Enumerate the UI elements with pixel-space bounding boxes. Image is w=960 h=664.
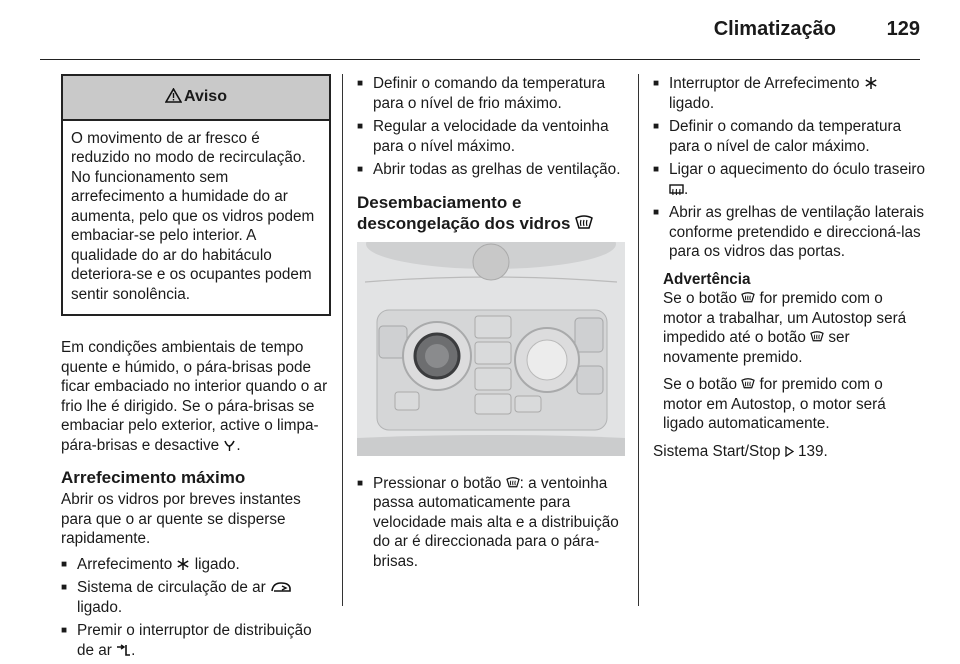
note-paragraph: Se o botão for premido com o motor a trabalhar, um Autostop será impedido até o botão ser novamente premido. — [663, 290, 907, 366]
rear-window-heat-icon — [669, 183, 684, 196]
windscreen-defrost-icon — [575, 215, 593, 231]
list-item: ■ Abrir as grelhas de ventilação laterais conforme pretendido e direccioná-las para os vidros das portas. — [653, 204, 925, 260]
recirculation-icon — [270, 581, 292, 594]
paragraph: Em condições ambientais de tempo quente e húmido, o pára-brisas pode ficar embaciado no interior quando o ar frio lhe é dirigido. Se o pára-brisas se embaciar pelo exterior, active o limpa-pára-brisas e desactive . — [61, 339, 328, 454]
column-2 — [357, 74, 625, 575]
column-divider — [638, 74, 639, 606]
air-distribution-icon — [116, 644, 131, 657]
list-item: ■ Ligar o aquecimento do óculo traseiro . — [653, 161, 925, 198]
cross-reference-link[interactable]: Sistema Start/Stop 139. — [653, 442, 828, 460]
column-3 — [653, 74, 925, 469]
note-paragraph: Se o botão for premido com o motor em Autostop, o motor será ligado automaticamente. — [663, 376, 886, 432]
warning-box — [61, 74, 331, 316]
section-intro: Abrir os vidros por breves instantes para que o ar quente se disperse rapidamente. — [61, 491, 301, 547]
warning-header — [63, 76, 329, 121]
note-heading: Advertência — [663, 270, 751, 288]
list-item: ■ Pressionar o botão : a ventoinha passa automaticamente para velocidade mais alta e a distribuição do ar é direccionada para o pára-brisas. — [357, 474, 619, 570]
list-item: ■ Arrefecimento ligado. — [61, 555, 240, 573]
windscreen-defrost-icon — [741, 378, 755, 390]
windscreen-defrost-icon — [506, 477, 520, 489]
section-heading: Desembaciamento e descongelação dos vidros — [357, 192, 625, 234]
arrow-reference-icon — [785, 446, 794, 457]
list-item: ■ Sistema de circulação de ar ligado. — [61, 578, 331, 617]
climate-panel-photo — [357, 242, 625, 456]
ac-snowflake-icon — [864, 76, 878, 90]
header-divider — [40, 59, 920, 60]
list-item: ■ Abrir todas as grelhas de ventilação. — [357, 161, 621, 178]
list-item: ■ Interruptor de Arrefecimento ligado. — [653, 74, 925, 113]
warning-triangle-icon — [165, 88, 182, 103]
column-1 — [61, 74, 331, 664]
ac-snowflake-icon — [176, 557, 190, 571]
wiper-icon — [223, 439, 236, 452]
windscreen-defrost-icon — [741, 292, 755, 304]
page-title: Climatização — [713, 18, 836, 40]
warning-label: Aviso — [184, 88, 227, 105]
climate-control-panel-illustration — [357, 242, 625, 456]
windscreen-defrost-icon — [810, 331, 824, 343]
advisory-note — [653, 270, 925, 434]
column-divider — [342, 74, 343, 606]
list-item: ■ Regular a velocidade da ventoinha para o nível máximo. — [357, 118, 609, 155]
section-heading: Arrefecimento máximo — [61, 468, 246, 487]
list-item: ■ Definir o comando da temperatura para o nível de frio máximo. — [357, 75, 606, 112]
list-item: ■ Premir o interruptor de distribuição de ar . — [61, 622, 312, 659]
page-number: 129 — [886, 18, 920, 40]
list-item: ■ Definir o comando da temperatura para o nível de calor máximo. — [653, 118, 902, 155]
warning-text: O movimento de ar fresco é reduzido no modo de recirculação. No funcionamento sem arrefecimento a humidade do ar aumenta, pelo que os vidros podem embaciar-se pelo interior. A qualidade do ar do habitáculo deteriora-se e os ocupantes podem sentir sonolência. — [71, 129, 315, 303]
